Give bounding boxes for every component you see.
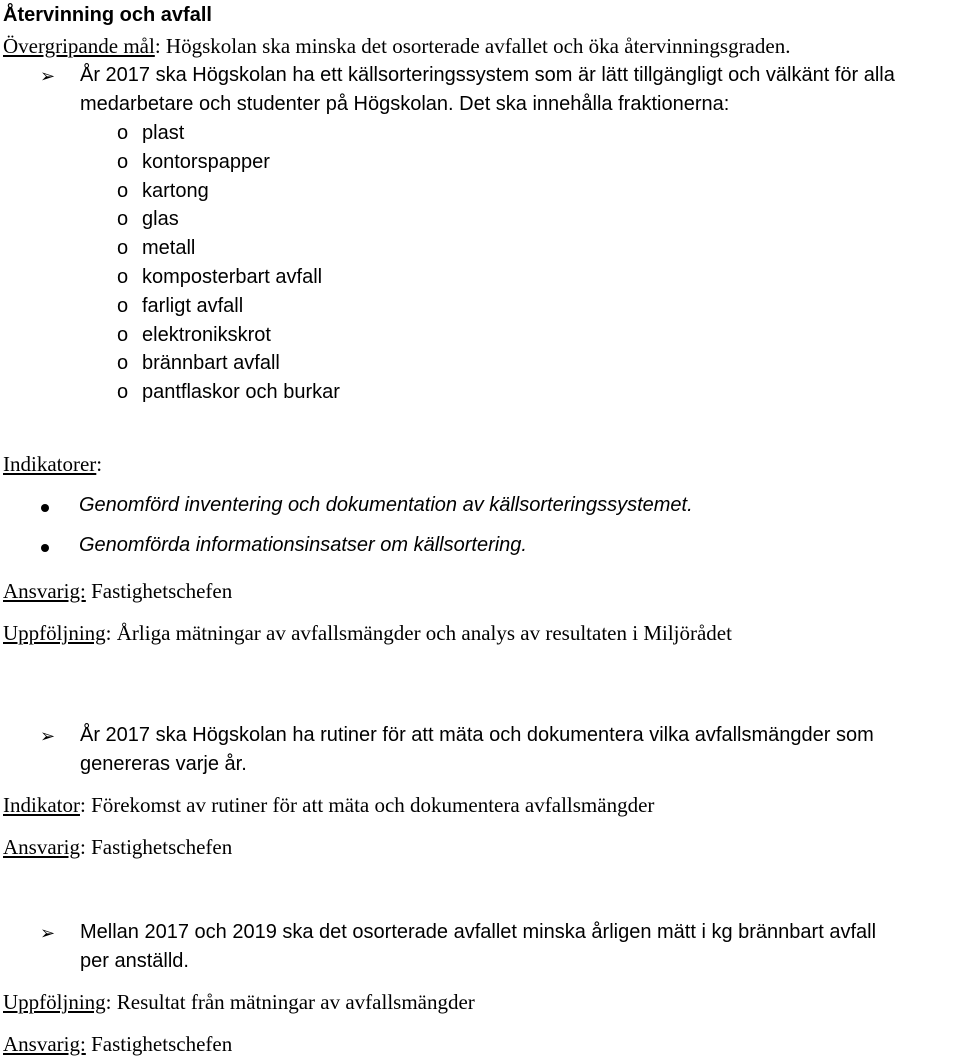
goal3-responsible	[3, 1032, 232, 1057]
arrow-bullet-icon: ➢	[40, 726, 56, 747]
fraction-item: kontorspapper	[142, 151, 270, 173]
fraction-item: kartong	[142, 180, 209, 202]
bullet-dot-icon	[41, 544, 49, 552]
circle-bullet-icon: o	[117, 352, 129, 374]
indicator-item: Genomförda informationsinsatser om källsortering.	[79, 534, 527, 556]
goal2-indicator	[3, 793, 654, 818]
goal2-responsible	[3, 835, 232, 860]
circle-bullet-icon: o	[117, 266, 129, 288]
fraction-item: brännbart avfall	[142, 352, 280, 374]
responsible-value: : Fastighetschefen	[80, 835, 233, 859]
indicators-colon: :	[96, 452, 103, 476]
followup-label: Uppföljning	[3, 990, 106, 1014]
followup-value: : Resultat från mätningar av avfallsmängder	[105, 990, 475, 1014]
arrow-bullet-icon: ➢	[40, 66, 56, 87]
fraction-item: plast	[142, 122, 185, 144]
fraction-item: pantflaskor och burkar	[142, 381, 340, 403]
circle-bullet-icon: o	[117, 381, 129, 403]
indicator-value: : Förekomst av rutiner för att mäta och dokumentera avfallsmängder	[79, 793, 655, 817]
goal3-followup	[3, 990, 475, 1015]
goal1-followup	[3, 621, 732, 646]
bullet-dot-icon	[41, 504, 49, 512]
circle-bullet-icon: o	[117, 122, 129, 144]
goal3-line2: per anställd.	[80, 950, 189, 972]
goal1-line2: medarbetare och studenter på Högskolan. Det ska innehålla fraktionerna:	[80, 93, 730, 115]
responsible-value: Fastighetschefen	[91, 1032, 233, 1056]
indicator-label: Indikator	[3, 793, 80, 817]
circle-bullet-icon: o	[117, 324, 129, 346]
responsible-label: Ansvarig	[3, 835, 80, 859]
goal2-line2: genereras varje år.	[80, 753, 247, 775]
fraction-item: komposterbart avfall	[142, 266, 323, 288]
overall-goal-text: : Högskolan ska minska det osorterade avfallet och öka återvinningsgraden.	[154, 34, 791, 58]
goal2-line1: År 2017 ska Högskolan ha rutiner för att mäta och dokumentera vilka avfallsmängder som	[80, 724, 874, 746]
page-title: Återvinning och avfall	[3, 4, 212, 26]
fraction-item: metall	[142, 237, 196, 259]
overall-goal	[3, 34, 790, 59]
goal3-line1: Mellan 2017 och 2019 ska det osorterade avfallet minska årligen mätt i kg brännbart avfall	[80, 921, 877, 943]
goal1-responsible	[3, 579, 232, 604]
responsible-value: Fastighetschefen	[91, 579, 233, 603]
fraction-item: elektronikskrot	[142, 324, 271, 346]
arrow-bullet-icon: ➢	[40, 923, 56, 944]
circle-bullet-icon: o	[117, 237, 129, 259]
indicators-heading	[3, 452, 102, 477]
circle-bullet-icon: o	[117, 151, 129, 173]
fraction-item: farligt avfall	[142, 295, 244, 317]
responsible-label: Ansvarig:	[3, 1032, 86, 1056]
circle-bullet-icon: o	[117, 295, 129, 317]
fraction-item: glas	[142, 208, 179, 230]
indicator-item: Genomförd inventering och dokumentation av källsorteringssystemet.	[79, 494, 693, 516]
indicators-label: Indikatorer	[3, 452, 97, 476]
followup-label: Uppföljning	[3, 621, 106, 645]
responsible-label: Ansvarig:	[3, 579, 86, 603]
followup-value: : Årliga mätningar av avfallsmängder och analys av resultaten i Miljörådet	[105, 621, 732, 645]
circle-bullet-icon: o	[117, 208, 129, 230]
overall-goal-label: Övergripande mål	[3, 34, 155, 58]
circle-bullet-icon: o	[117, 180, 129, 202]
goal1-line1: År 2017 ska Högskolan ha ett källsorteringssystem som är lätt tillgängligt och välkänt för alla	[80, 64, 895, 86]
